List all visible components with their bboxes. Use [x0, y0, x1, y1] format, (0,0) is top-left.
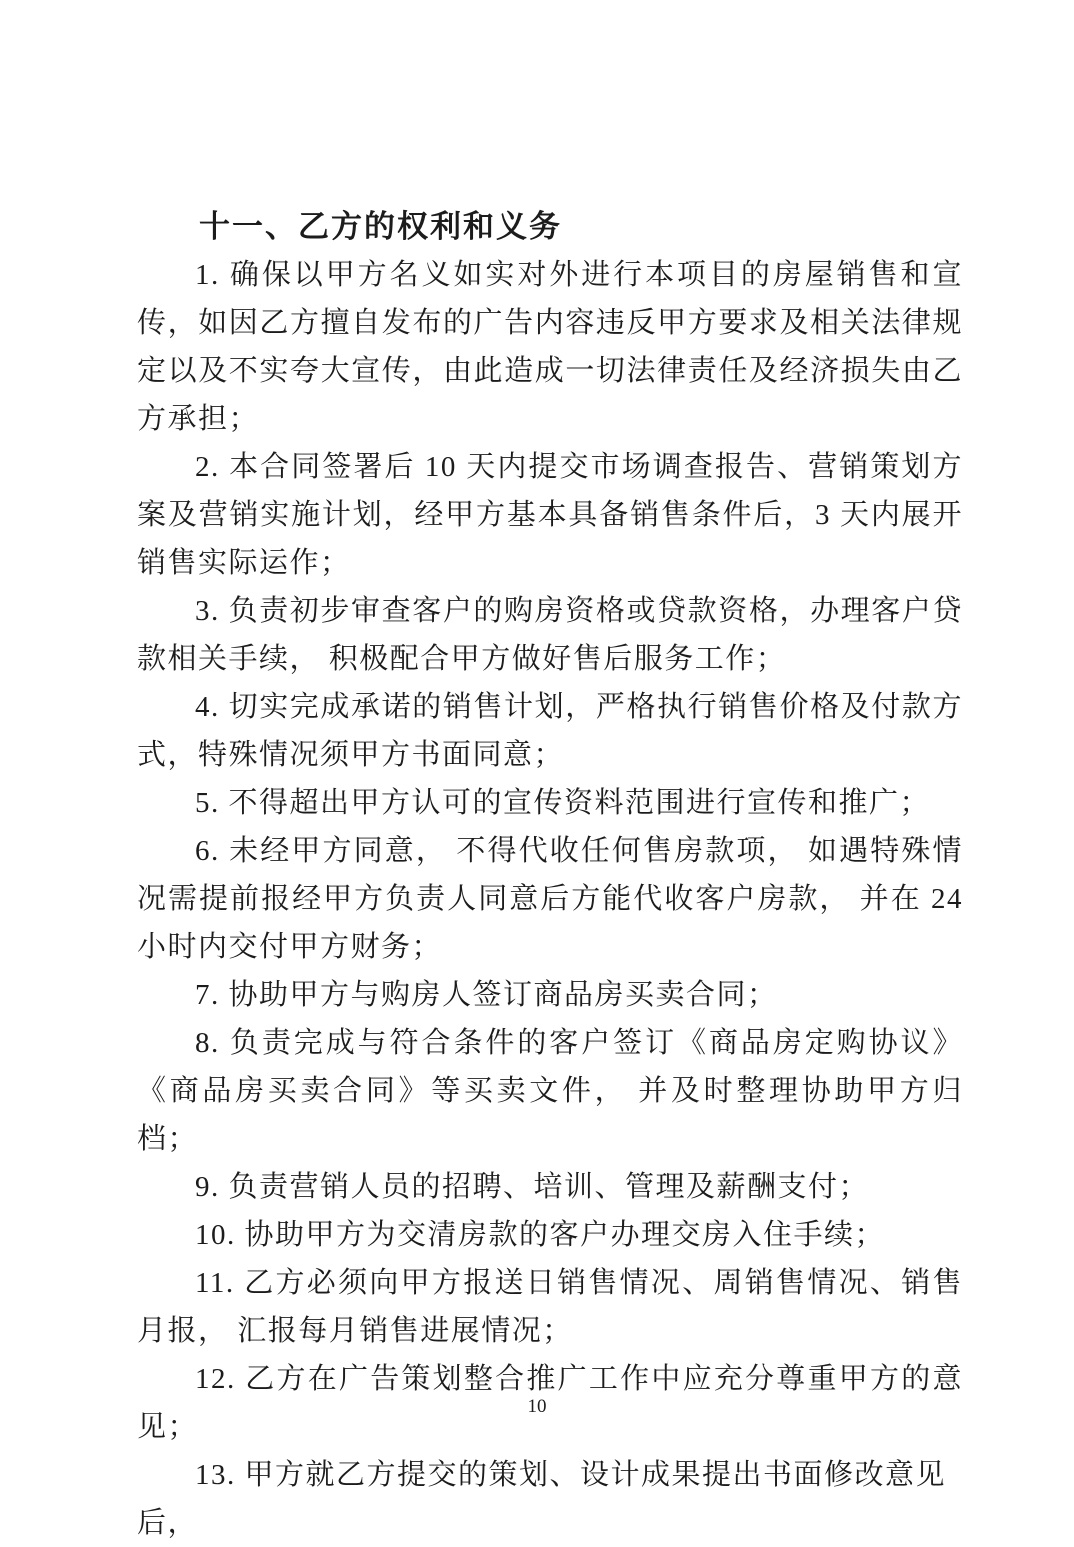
contract-clause-2: 2. 本合同签署后 10 天内提交市场调查报告、营销策划方案及营销实施计划，经甲方基本具备销售条件后，3 天内展开销售实际运作；: [137, 451, 963, 579]
contract-clause-8: 8. 负责完成与符合条件的客户签订《商品房定购协议》《商品房买卖合同》等买卖文件， 并及时整理协助甲方归档；: [137, 1027, 963, 1155]
contract-clause-10: 10. 协助甲方为交清房款的客户办理交房入住手续；: [195, 1219, 886, 1251]
contract-clause-1: 1. 确保以甲方名义如实对外进行本项目的房屋销售和宣传，如因乙方擅自发布的广告内容违反甲方要求及相关法律规定以及不实夸大宣传，由此造成一切法律责任及经济损失由乙方承担；: [137, 259, 963, 435]
contract-clause-9: 9. 负责营销人员的招聘、培训、管理及薪酬支付；: [195, 1171, 870, 1203]
page-number: 10: [527, 1396, 547, 1417]
contract-clause-6: 6. 未经甲方同意， 不得代收任何售房款项， 如遇特殊情况需提前报经甲方负责人同意后方能代收客户房款， 并在 24 小时内交付甲方财务；: [137, 835, 963, 963]
section-heading: 十一、乙方的权利和义务: [199, 209, 562, 244]
contract-clause-4: 4. 切实完成承诺的销售计划，严格执行销售价格及付款方式，特殊情况须甲方书面同意；: [137, 691, 963, 771]
contract-clause-7: 7. 协助甲方与购房人签订商品房买卖合同；: [195, 979, 778, 1011]
contract-clause-3: 3. 负责初步审查客户的购房资格或贷款资格，办理客户贷款相关手续， 积极配合甲方做好售后服务工作；: [137, 595, 963, 675]
contract-clause-13: 13. 甲方就乙方提交的策划、设计成果提出书面修改意见后，: [137, 1459, 947, 1539]
contract-clause-5: 5. 不得超出甲方认可的宣传资料范围进行宣传和推广；: [195, 787, 931, 819]
contract-page: [137, 203, 963, 1547]
contract-clause-12: 12. 乙方在广告策划整合推广工作中应充分尊重甲方的意见；: [137, 1363, 963, 1443]
contract-clause-11: 11. 乙方必须向甲方报送日销售情况、周销售情况、销售月报， 汇报每月销售进展情况；: [137, 1267, 963, 1347]
